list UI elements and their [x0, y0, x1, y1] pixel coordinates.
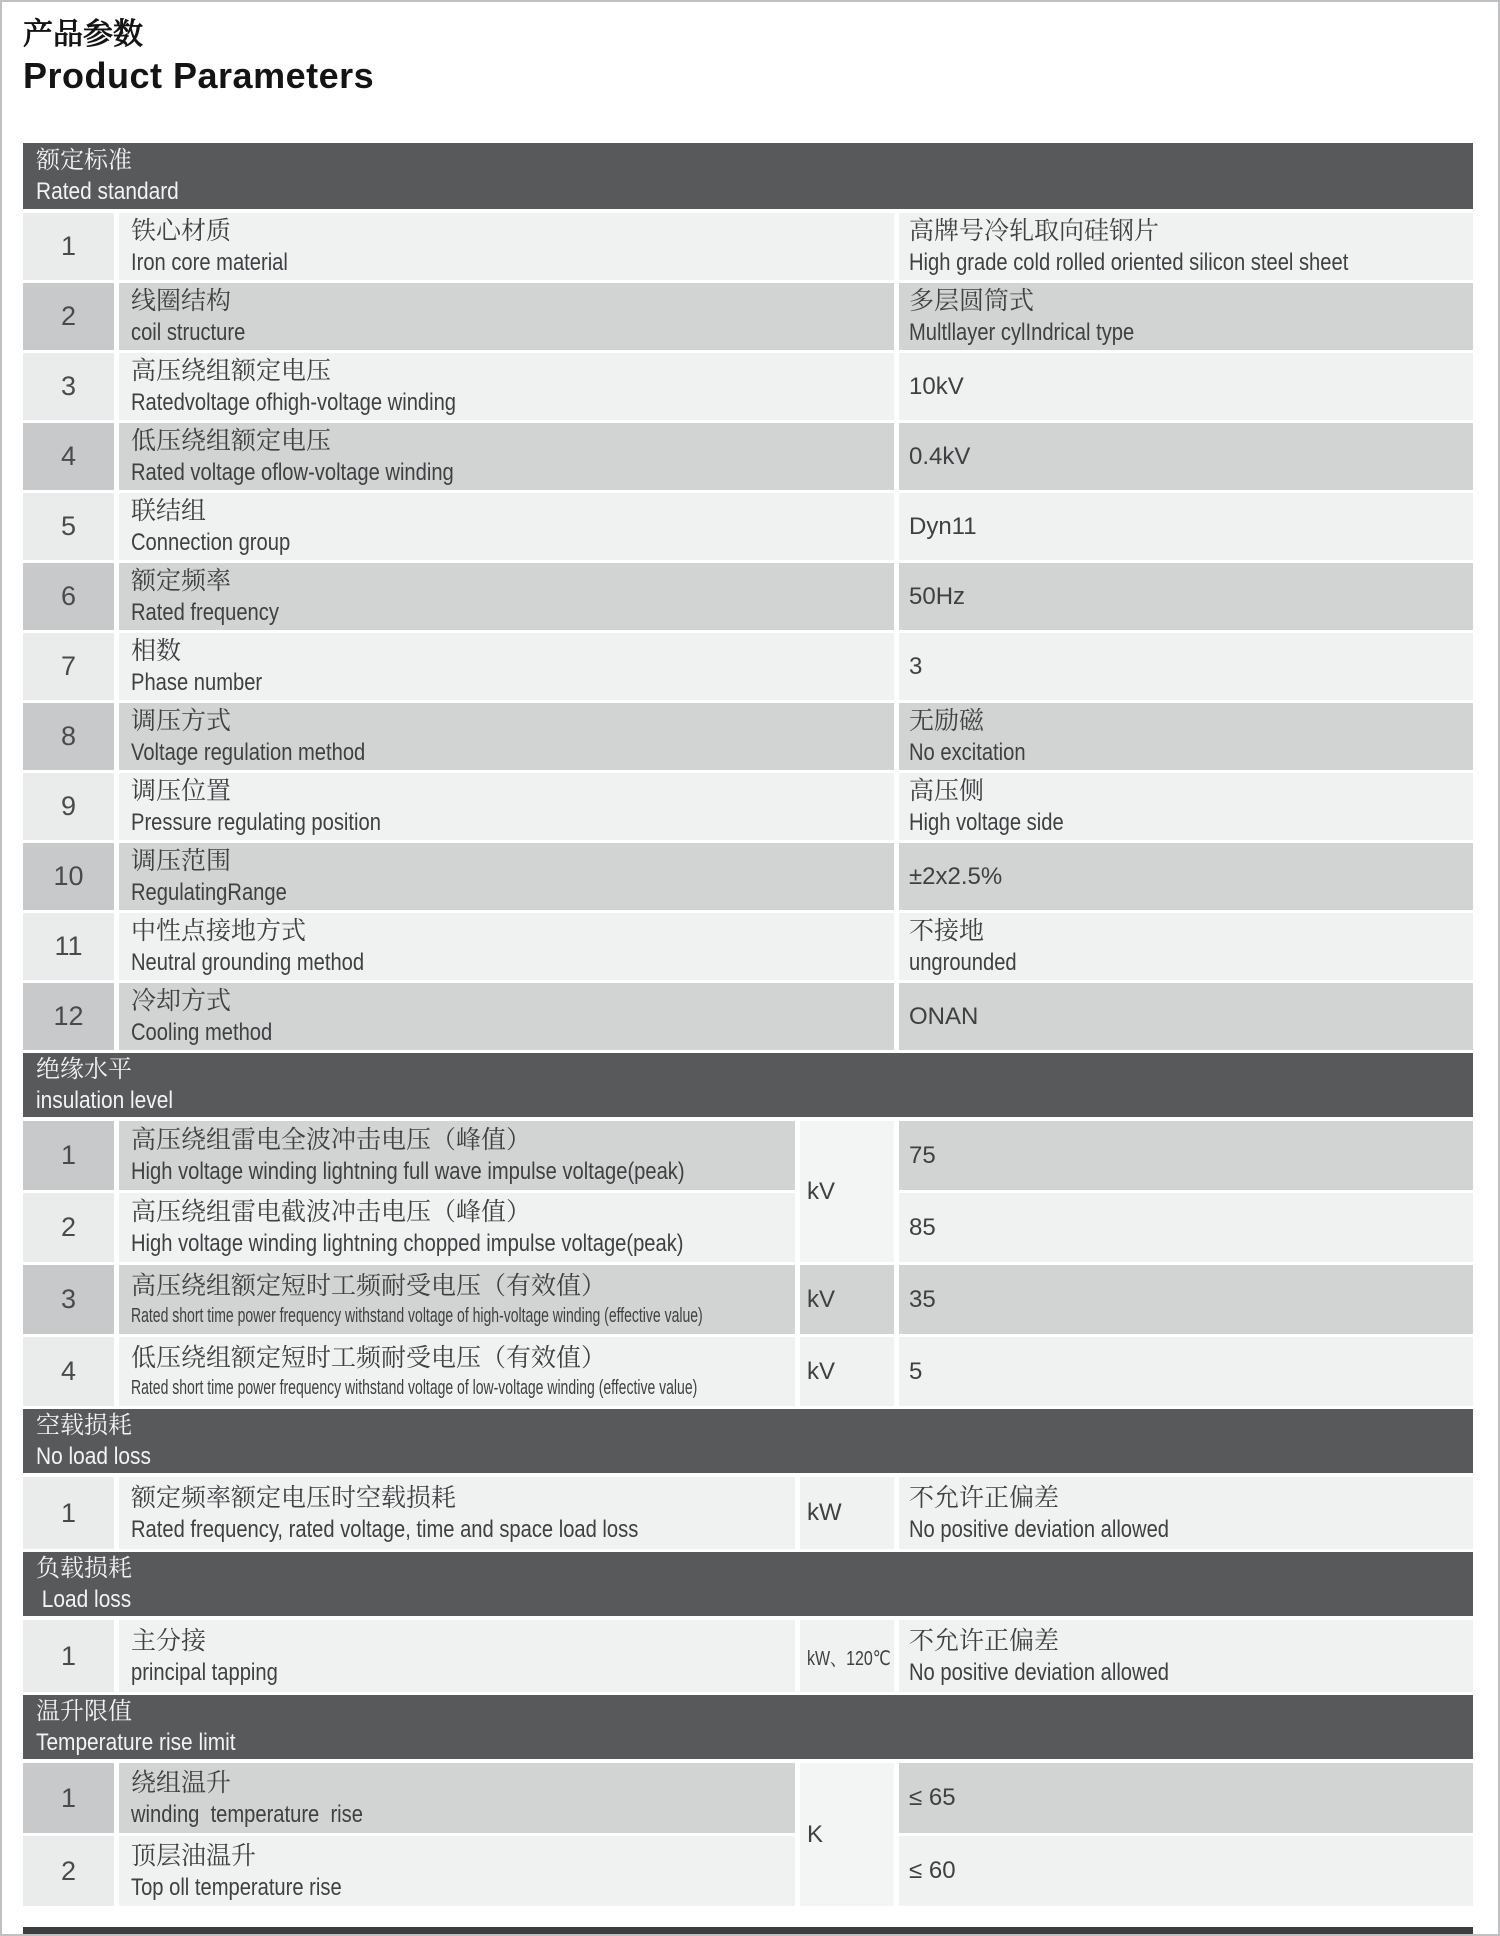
- row-value: 3: [909, 652, 923, 680]
- row-label-cell: [119, 283, 894, 350]
- section-header-en: Rated standard: [36, 178, 179, 205]
- merged-row-group: [23, 1763, 1473, 1906]
- row-label-cell: [119, 213, 894, 280]
- section-temperature-rise-limit: [23, 1695, 1473, 1906]
- table-row: [23, 1836, 795, 1906]
- row-label-zh: 额定频率: [131, 567, 232, 595]
- row-number: 3: [23, 353, 114, 420]
- row-label-cell: [119, 353, 894, 420]
- row-label-cell: [119, 1620, 795, 1692]
- section-no-load-loss: [23, 1409, 1473, 1549]
- section-header-en: Temperature rise limit: [36, 1729, 236, 1756]
- table-row: [23, 1620, 1473, 1692]
- row-label-en: High voltage winding lightning full wave impulse voltage(peak): [131, 1158, 685, 1185]
- row-number: 6: [23, 563, 114, 630]
- row-value: 75: [909, 1141, 936, 1169]
- row-value-zh: 多层圆筒式: [909, 287, 1035, 315]
- row-value: 10kV: [909, 372, 964, 400]
- row-label-zh: 相数: [131, 637, 182, 665]
- section-header-en: insulation level: [36, 1087, 173, 1114]
- row-number: 4: [23, 1337, 114, 1406]
- row-number: 3: [23, 1265, 114, 1334]
- row-value: ±2x2.5%: [909, 862, 1003, 890]
- row-label-en: Rated short time power frequency withstand voltage of high-voltage winding (effective value): [131, 1304, 703, 1327]
- table-row: [23, 1193, 795, 1262]
- row-value-cell: [899, 1836, 1473, 1906]
- section-header-insulation-level: [23, 1053, 1473, 1117]
- row-label-en: Rated frequency: [131, 599, 279, 626]
- row-label-zh: 顶层油温升: [131, 1841, 257, 1870]
- row-label-en: Ratedvoltage ofhigh-voltage winding: [131, 389, 457, 416]
- parameters-table: [23, 143, 1473, 1906]
- row-value-cell: [899, 843, 1473, 910]
- row-label-en: Connection group: [131, 529, 291, 556]
- unit-label: kV: [807, 1285, 836, 1313]
- section-header-en: No load loss: [36, 1443, 151, 1470]
- row-number: 10: [23, 843, 114, 910]
- row-number: 2: [23, 1836, 114, 1906]
- row-value-en: High grade cold rolled oriented silicon steel sheet: [909, 249, 1349, 276]
- row-value-cell: [899, 493, 1473, 560]
- table-row: [23, 353, 1473, 420]
- row-value: Dyn11: [909, 512, 977, 540]
- row-label-en: Rated short time power frequency withstand voltage of low-voltage winding (effective value): [131, 1376, 698, 1399]
- row-value-cell: [899, 1763, 1473, 1833]
- page-title-zh: 产品参数: [23, 18, 143, 51]
- row-label-zh: 低压绕组额定电压: [131, 427, 332, 455]
- section-header-rated-standard: [23, 143, 1473, 209]
- table-row: [23, 773, 1473, 840]
- unit-label: kV: [807, 1177, 836, 1205]
- row-label-zh: 低压绕组额定短时工频耐受电压（有效值）: [131, 1343, 607, 1372]
- row-label-cell: [119, 843, 894, 910]
- row-value-cell: [899, 703, 1473, 770]
- row-number: 9: [23, 773, 114, 840]
- table-row: [23, 1477, 1473, 1549]
- section-header-zh: 温升限值: [36, 1698, 132, 1725]
- row-label-en: coil structure: [131, 319, 246, 346]
- row-label-zh: 高压绕组雷电截波冲击电压（峰值）: [131, 1198, 532, 1226]
- unit-label: kW、120℃: [807, 1647, 891, 1670]
- unit-label: kW: [807, 1499, 842, 1526]
- table-row: [23, 843, 1473, 910]
- page-title-block: [23, 16, 1498, 98]
- row-label-en: winding temperature rise: [131, 1800, 363, 1828]
- row-label-zh: 调压位置: [131, 777, 232, 805]
- section-rows: [23, 213, 1473, 1050]
- row-value-cell: [899, 1337, 1473, 1406]
- row-label-cell: [119, 493, 894, 560]
- row-label-zh: 中性点接地方式: [131, 917, 307, 945]
- row-label-cell: [119, 1836, 795, 1906]
- row-number: 8: [23, 703, 114, 770]
- row-label-cell: [119, 563, 894, 630]
- row-value-cell: [899, 563, 1473, 630]
- row-value-en: No positive deviation allowed: [909, 1658, 1169, 1686]
- row-label-cell: [119, 983, 894, 1050]
- row-label-en: Rated voltage oflow-voltage winding: [131, 459, 454, 486]
- section-header-no-load-loss: [23, 1409, 1473, 1473]
- row-label-cell: [119, 633, 894, 700]
- row-number: 1: [23, 1620, 114, 1692]
- unit-cell: [800, 1763, 894, 1906]
- row-value-cell: [899, 1265, 1473, 1334]
- row-value-zh: 不允许正偏差: [909, 1483, 1060, 1512]
- section-header-en: Load loss: [36, 1586, 132, 1613]
- row-value-cell: [899, 913, 1473, 980]
- row-label-zh: 冷却方式: [131, 987, 232, 1015]
- section-insulation-level: [23, 1053, 1473, 1406]
- row-label-en: Top oll temperature rise: [131, 1873, 342, 1901]
- merged-value-column: [899, 1763, 1473, 1906]
- row-label-en: principal tapping: [131, 1658, 278, 1686]
- row-number: 12: [23, 983, 114, 1050]
- section-load-loss: [23, 1552, 1473, 1692]
- table-row: [23, 703, 1473, 770]
- row-label-zh: 主分接: [131, 1626, 207, 1655]
- row-value: 85: [909, 1213, 936, 1241]
- row-label-cell: [119, 1193, 795, 1262]
- unit-label: K: [807, 1820, 824, 1848]
- row-value-cell: [899, 1193, 1473, 1262]
- row-value: 50Hz: [909, 582, 966, 610]
- table-row: [23, 1763, 795, 1833]
- table-row: [23, 423, 1473, 490]
- row-label-zh: 绕组温升: [131, 1768, 232, 1797]
- row-number: 1: [23, 1763, 114, 1833]
- row-value-cell: [899, 423, 1473, 490]
- unit-cell: [800, 1265, 894, 1334]
- row-value-en: Multllayer cylIndrical type: [909, 319, 1135, 346]
- row-label-en: Neutral grounding method: [131, 949, 365, 976]
- row-number: 11: [23, 913, 114, 980]
- row-label-cell: [119, 773, 894, 840]
- unit-cell: [800, 1477, 894, 1549]
- row-value-cell: [899, 1620, 1473, 1692]
- row-value: ≤ 60: [909, 1857, 956, 1884]
- row-label-en: High voltage winding lightning chopped impulse voltage(peak): [131, 1230, 684, 1257]
- unit-cell: [800, 1620, 894, 1692]
- row-value-zh: 不接地: [909, 917, 985, 945]
- merged-left-column: [23, 1763, 795, 1906]
- row-value-zh: 高牌号冷轧取向硅钢片: [909, 217, 1160, 245]
- section-header-load-loss: [23, 1552, 1473, 1616]
- row-number: 1: [23, 213, 114, 280]
- section-rows: [23, 1477, 1473, 1549]
- section-header-zh: 额定标准: [36, 147, 132, 174]
- row-label-en: Phase number: [131, 669, 263, 696]
- row-value-en: High voltage side: [909, 809, 1064, 836]
- row-value-zh: 无励磁: [909, 707, 985, 735]
- row-number: 7: [23, 633, 114, 700]
- row-value-cell: [899, 773, 1473, 840]
- row-label-cell: [119, 1477, 795, 1549]
- row-number: 1: [23, 1477, 114, 1549]
- row-value-cell: [899, 1121, 1473, 1190]
- page-title-en: Product Parameters: [23, 55, 375, 96]
- bottom-bar: [23, 1927, 1473, 1934]
- row-label-zh: 调压范围: [131, 847, 232, 875]
- row-number: 4: [23, 423, 114, 490]
- section-header-temperature-rise-limit: [23, 1695, 1473, 1759]
- table-row: [23, 563, 1473, 630]
- section-rows: [23, 1121, 1473, 1406]
- table-row: [23, 1265, 1473, 1334]
- row-value-en: No excitation: [909, 739, 1026, 766]
- row-label-en: Cooling method: [131, 1019, 273, 1046]
- row-value-cell: [899, 983, 1473, 1050]
- row-label-zh: 联结组: [131, 497, 207, 525]
- row-label-zh: 铁心材质: [131, 217, 232, 245]
- table-row: [23, 213, 1473, 280]
- row-label-zh: 调压方式: [131, 707, 232, 735]
- table-row: [23, 1337, 1473, 1406]
- row-number: 2: [23, 1193, 114, 1262]
- table-row: [23, 983, 1473, 1050]
- section-header-zh: 绝缘水平: [36, 1056, 132, 1083]
- merged-value-column: [899, 1121, 1473, 1262]
- row-label-cell: [119, 913, 894, 980]
- row-label-cell: [119, 1337, 795, 1406]
- table-row: [23, 913, 1473, 980]
- row-value-cell: [899, 283, 1473, 350]
- merged-left-column: [23, 1121, 795, 1262]
- table-row: [23, 633, 1473, 700]
- row-value-cell: [899, 213, 1473, 280]
- row-label-cell: [119, 703, 894, 770]
- unit-cell: [800, 1337, 894, 1406]
- section-header-zh: 空载损耗: [36, 1412, 132, 1439]
- row-label-zh: 线圈结构: [131, 287, 232, 315]
- row-label-en: Rated frequency, rated voltage, time and space load loss: [131, 1515, 639, 1543]
- row-value-zh: 不允许正偏差: [909, 1626, 1060, 1655]
- unit-cell: [800, 1121, 894, 1262]
- row-value: ONAN: [909, 1002, 979, 1030]
- table-row: [23, 283, 1473, 350]
- merged-row-group: [23, 1121, 1473, 1262]
- section-rated-standard: [23, 143, 1473, 1050]
- row-label-cell: [119, 1763, 795, 1833]
- row-value: ≤ 65: [909, 1784, 956, 1811]
- row-number: 1: [23, 1121, 114, 1190]
- unit-label: kV: [807, 1357, 836, 1385]
- section-header-zh: 负载损耗: [36, 1555, 132, 1582]
- row-label-cell: [119, 1265, 795, 1334]
- row-number: 2: [23, 283, 114, 350]
- row-value-zh: 高压侧: [909, 777, 985, 805]
- section-rows: [23, 1763, 1473, 1906]
- row-value-cell: [899, 633, 1473, 700]
- row-label-en: Iron core material: [131, 249, 288, 276]
- row-value: 35: [909, 1285, 936, 1313]
- row-label-en: RegulatingRange: [131, 879, 287, 906]
- row-label-cell: [119, 1121, 795, 1190]
- row-label-zh: 高压绕组雷电全波冲击电压（峰值）: [131, 1126, 532, 1154]
- row-label-en: Voltage regulation method: [131, 739, 366, 766]
- table-row: [23, 493, 1473, 560]
- table-row: [23, 1121, 795, 1190]
- row-label-en: Pressure regulating position: [131, 809, 381, 836]
- row-value: 5: [909, 1357, 923, 1385]
- row-value: 0.4kV: [909, 442, 971, 470]
- row-value-en: No positive deviation allowed: [909, 1515, 1169, 1543]
- row-label-zh: 额定频率额定电压时空载损耗: [131, 1483, 457, 1512]
- row-value-cell: [899, 353, 1473, 420]
- row-value-cell: [899, 1477, 1473, 1549]
- row-label-zh: 高压绕组额定短时工频耐受电压（有效值）: [131, 1271, 607, 1300]
- section-rows: [23, 1620, 1473, 1692]
- row-label-zh: 高压绕组额定电压: [131, 357, 332, 385]
- row-label-cell: [119, 423, 894, 490]
- row-number: 5: [23, 493, 114, 560]
- row-value-en: ungrounded: [909, 949, 1017, 976]
